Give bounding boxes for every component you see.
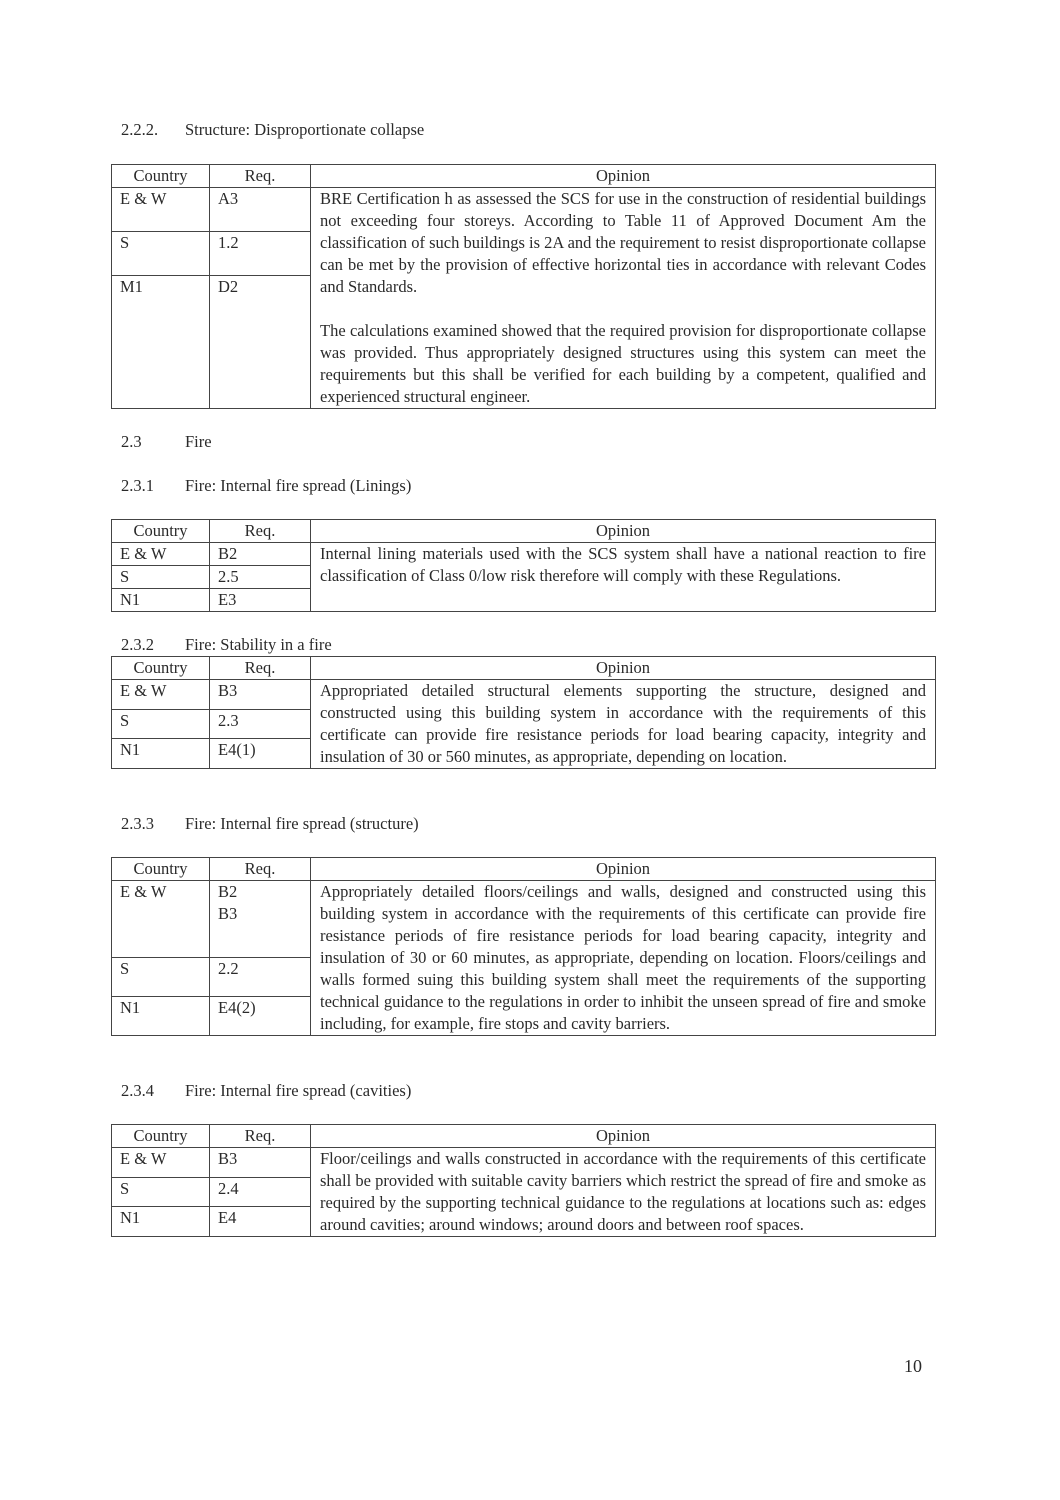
opinion-paragraph: Floor/ceilings and walls constructed in accordance with the requirements of this certificate shall be provided with suitable cavity barriers which restrict the spread of fire and smoke as required by the supporting technical guidance to the regulations at locations such as: edges around cavities; around windows; around doors and between roof spaces. <box>320 1149 926 1234</box>
country-cell: S <box>112 566 210 589</box>
req-cell: E4(2) <box>210 996 311 1035</box>
country-cell: E & W <box>112 881 210 958</box>
req-value: B2 <box>218 882 238 901</box>
section-number: 2.3 <box>121 432 142 451</box>
section-number: 2.3.4 <box>121 1081 154 1100</box>
req-cell: E4 <box>210 1207 311 1237</box>
opinion-cell <box>311 680 936 769</box>
col-header-opinion: Opinion <box>311 520 936 543</box>
col-header-country: Country <box>112 657 210 680</box>
country-cell: N1 <box>112 996 210 1035</box>
section-heading <box>121 634 332 656</box>
section-heading <box>121 1080 411 1102</box>
req-cell: E3 <box>210 589 311 612</box>
req-cell: 2.5 <box>210 566 311 589</box>
req-cell: A3 <box>210 188 311 232</box>
section-number: 2.2.2. <box>121 120 159 139</box>
country-cell: S <box>112 957 210 996</box>
req-cell: 2.2 <box>210 957 311 996</box>
country-cell: N1 <box>112 589 210 612</box>
req-cell: E4(1) <box>210 739 311 769</box>
col-header-opinion: Opinion <box>311 858 936 881</box>
requirements-table <box>111 857 936 1036</box>
req-cell: 2.4 <box>210 1177 311 1207</box>
section-title: Fire: Stability in a fire <box>185 635 332 654</box>
opinion-cell <box>311 881 936 1036</box>
req-cell: B3 <box>210 1148 311 1178</box>
col-header-country: Country <box>112 165 210 188</box>
opinion-paragraph: The calculations examined showed that the required provision for disproportionate collapse was provided. Thus appropriately designed structures using this system can meet the requirements but this shall be verified for each building by a competent, qualified and experienced structural engineer. <box>320 321 926 406</box>
opinion-paragraph: BRE Certification h as assessed the SCS for use in the construction of residential buildings not exceeding four storeys. According to Table 11 of Approved Document Am the classification of such buildings is 2A and the requirement to resist disproportionate collapse can be met by the provision of effective horizontal ties in accordance with relevant Codes and Standards. <box>320 189 926 296</box>
col-header-country: Country <box>112 520 210 543</box>
requirements-table <box>111 656 936 769</box>
section-title: Fire <box>185 432 212 451</box>
req-cell: 1.2 <box>210 232 311 276</box>
req-cell: B3 <box>210 680 311 710</box>
section-heading <box>121 475 411 497</box>
requirements-table <box>111 1124 936 1237</box>
col-header-opinion: Opinion <box>311 1125 936 1148</box>
req-value: B3 <box>218 904 238 923</box>
section-number: 2.3.3 <box>121 814 154 833</box>
country-cell: E & W <box>112 188 210 232</box>
section-number: 2.3.2 <box>121 635 154 654</box>
country-cell: N1 <box>112 739 210 769</box>
opinion-cell <box>311 543 936 612</box>
country-cell: M1 <box>112 276 210 409</box>
country-cell: N1 <box>112 1207 210 1237</box>
section-title: Fire: Internal fire spread (structure) <box>185 814 419 833</box>
col-header-req: Req. <box>210 165 311 188</box>
section-heading <box>121 813 419 835</box>
col-header-req: Req. <box>210 657 311 680</box>
country-cell: E & W <box>112 543 210 566</box>
col-header-opinion: Opinion <box>311 165 936 188</box>
country-cell: E & W <box>112 1148 210 1178</box>
opinion-cell <box>311 1148 936 1237</box>
page-number: 10 <box>904 1356 922 1376</box>
section-title: Fire: Internal fire spread (Linings) <box>185 476 412 495</box>
opinion-paragraph: Appropriated detailed structural elements supporting the structure, designed and constructed using this building system in accordance with the requirements of this certificate can provide fire resistance periods for load bearing capacity, integrity and insulation of 30 or 560 minutes, as appropriate, depending on location. <box>320 681 926 766</box>
section-heading <box>121 431 212 453</box>
country-cell: S <box>112 1177 210 1207</box>
req-cell: D2 <box>210 276 311 409</box>
opinion-cell <box>311 188 936 409</box>
opinion-paragraph: Internal lining materials used with the SCS system shall have a national reaction to fire classification of Class 0/low risk therefore will comply with these Regulations. <box>320 544 926 585</box>
col-header-req: Req. <box>210 1125 311 1148</box>
col-header-req: Req. <box>210 858 311 881</box>
req-cell: B2 <box>210 543 311 566</box>
req-cell: 2.3 <box>210 709 311 739</box>
section-number: 2.3.1 <box>121 476 154 495</box>
section-heading <box>121 119 424 141</box>
col-header-country: Country <box>112 858 210 881</box>
col-header-req: Req. <box>210 520 311 543</box>
country-cell: S <box>112 232 210 276</box>
country-cell: S <box>112 709 210 739</box>
requirements-table <box>111 519 936 612</box>
country-cell: E & W <box>112 680 210 710</box>
req-cell <box>210 881 311 958</box>
col-header-country: Country <box>112 1125 210 1148</box>
requirements-table <box>111 164 936 409</box>
section-title: Fire: Internal fire spread (cavities) <box>185 1081 412 1100</box>
col-header-opinion: Opinion <box>311 657 936 680</box>
section-title: Structure: Disproportionate collapse <box>185 120 425 139</box>
opinion-paragraph: Appropriately detailed floors/ceilings and walls, designed and constructed using this building system in accordance with the requirements of this certificate can provide fire resistance periods of fire resistance periods for load bearing capacity, integrity and insulation of 30 or 60 minutes, as appropriate, depending on location. Floors/ceilings and walls formed suing this building system shall meet the requirements of the supporting technical guidance to the regulations in order to inhibit the unseen spread of fire and smoke including, for example, fire stops and cavity barriers. <box>320 882 926 1033</box>
